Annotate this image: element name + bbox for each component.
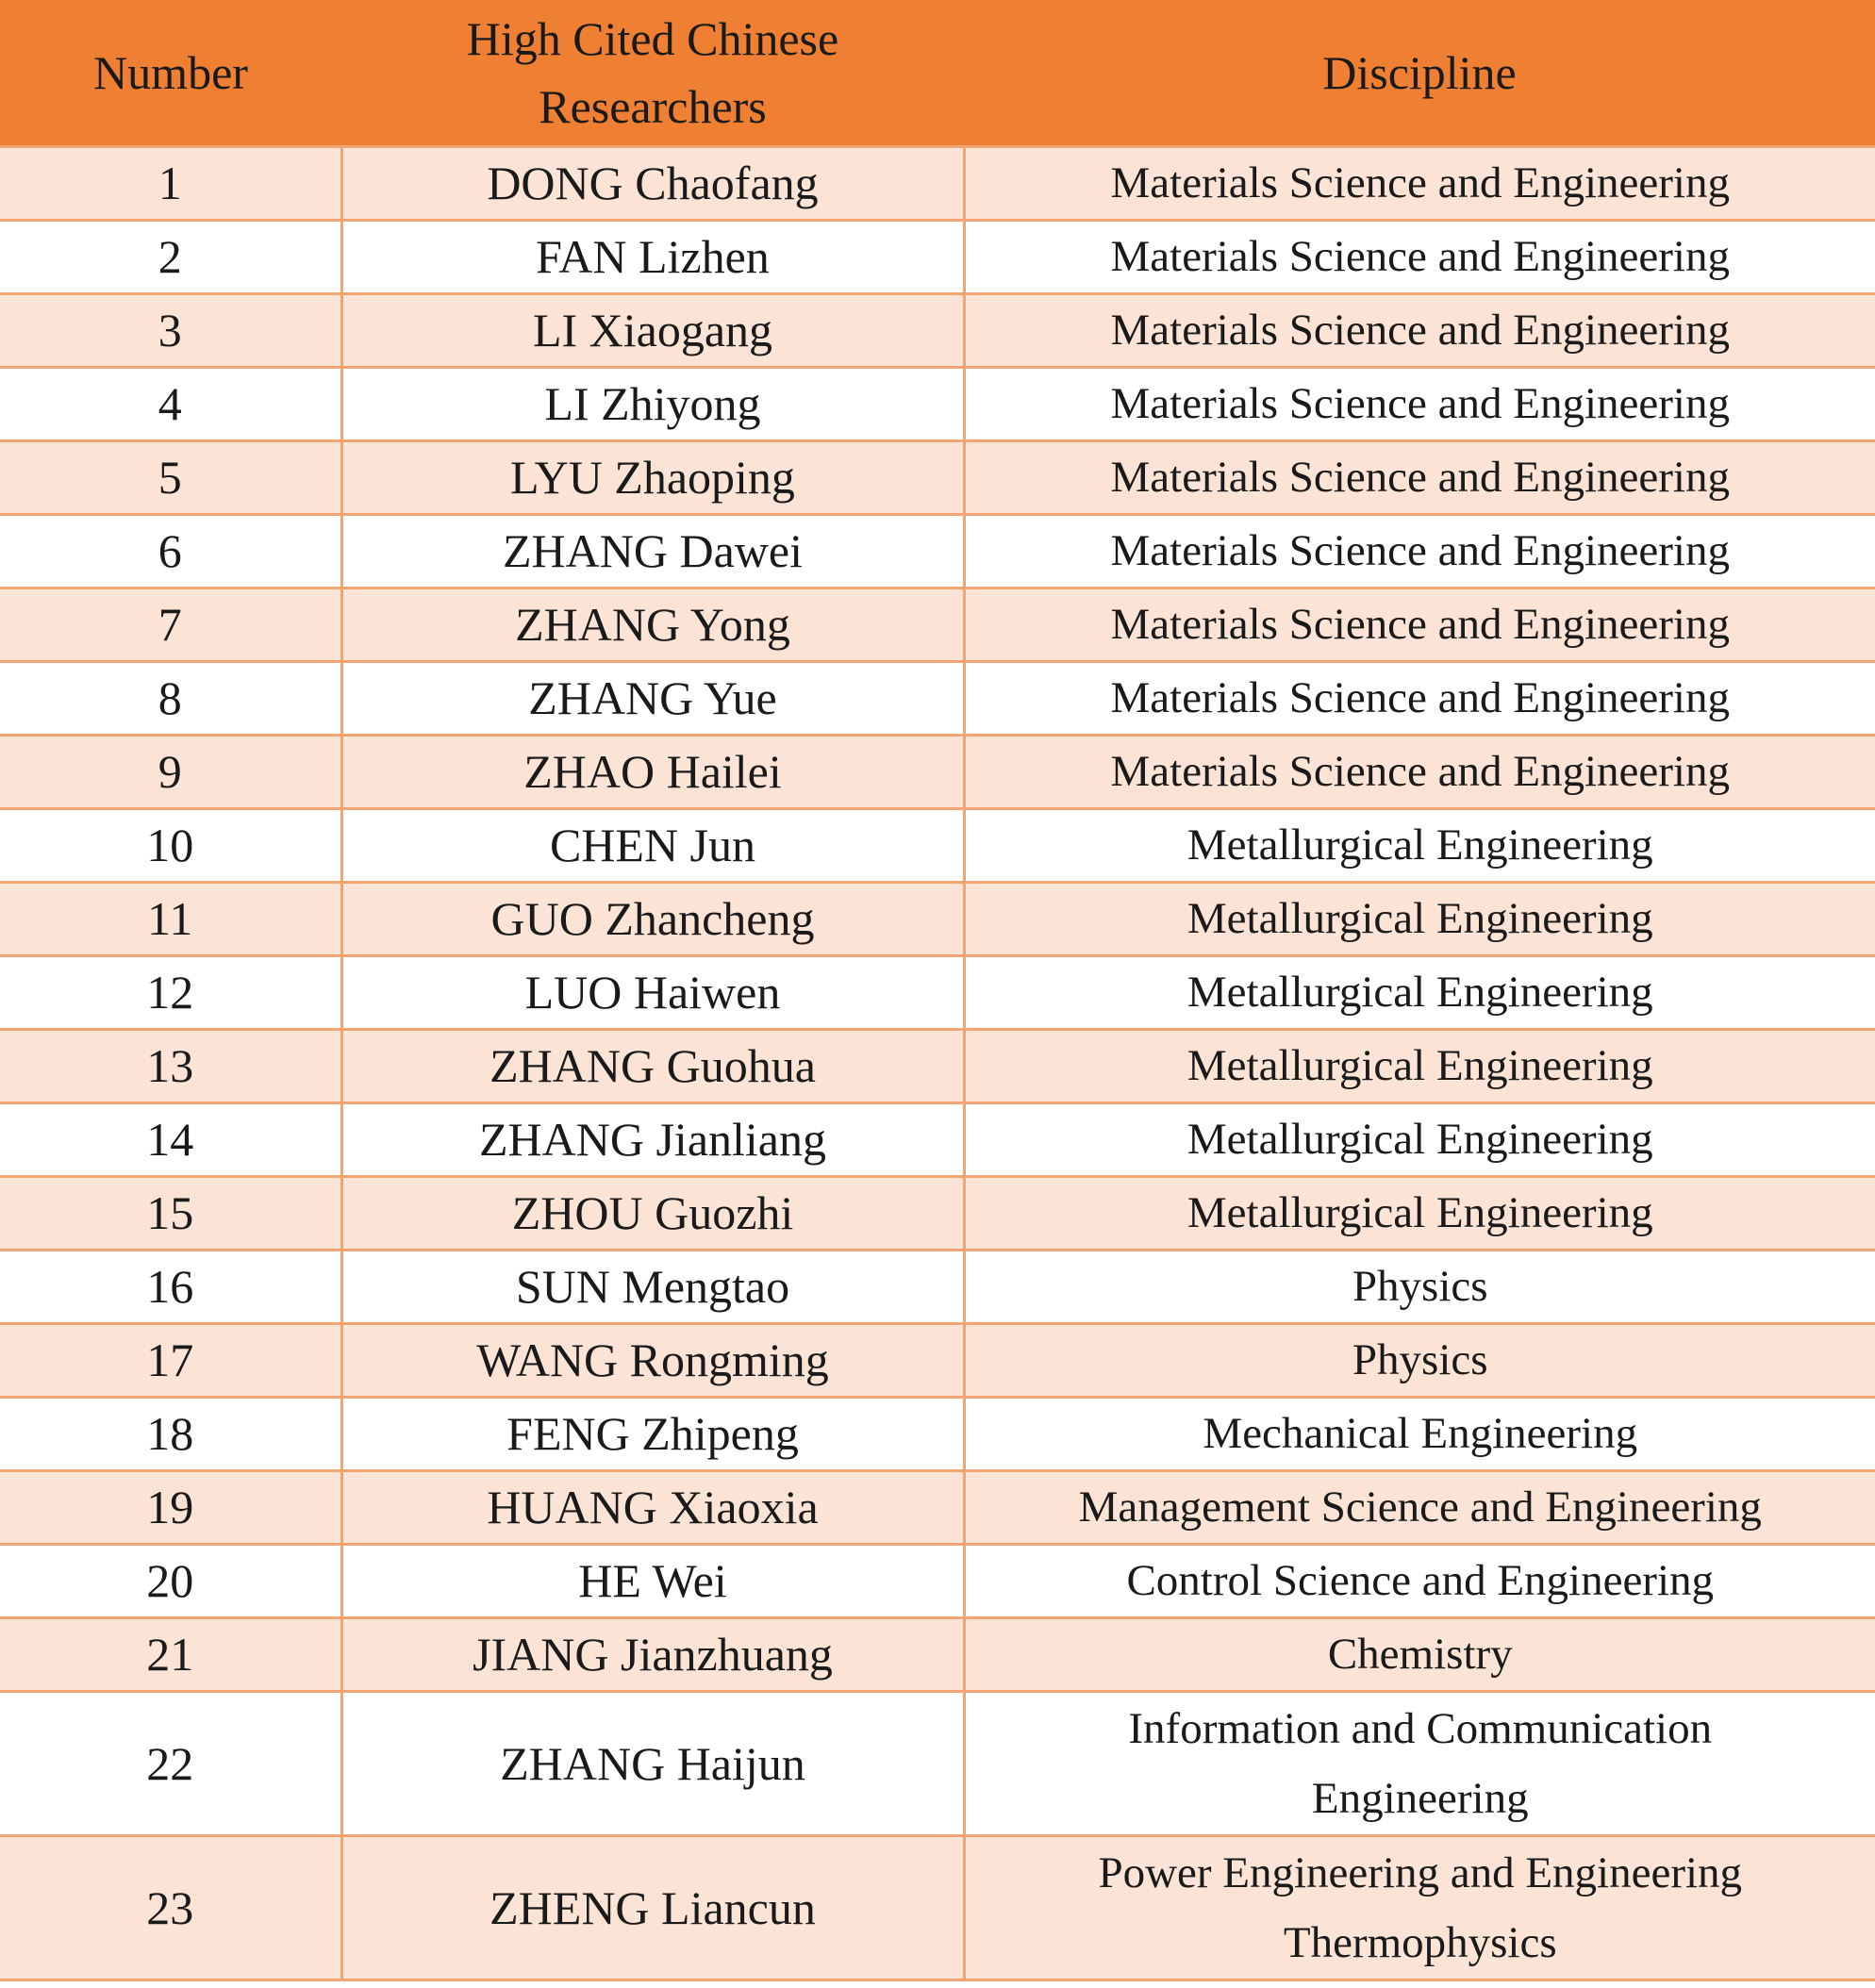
cell-discipline: Management Science and Engineering bbox=[964, 1471, 1875, 1545]
table-row bbox=[0, 147, 1875, 221]
header-number: Number bbox=[0, 0, 341, 147]
cell-discipline: Metallurgical Engineering bbox=[964, 956, 1875, 1030]
table-row bbox=[0, 515, 1875, 588]
table-row bbox=[0, 1618, 1875, 1692]
cell-researcher-name: LI Zhiyong bbox=[341, 368, 964, 441]
cell-discipline: Materials Science and Engineering bbox=[964, 588, 1875, 662]
cell-number: 7 bbox=[0, 588, 341, 662]
cell-researcher-name: LYU Zhaoping bbox=[341, 441, 964, 515]
cell-discipline: Metallurgical Engineering bbox=[964, 883, 1875, 956]
table-row bbox=[0, 1103, 1875, 1177]
cell-discipline: Metallurgical Engineering bbox=[964, 1177, 1875, 1251]
cell-number: 6 bbox=[0, 515, 341, 588]
cell-researcher-name: ZHANG Haijun bbox=[341, 1692, 964, 1836]
table-row bbox=[0, 1545, 1875, 1618]
table-row bbox=[0, 1324, 1875, 1398]
header-discipline: Discipline bbox=[964, 0, 1875, 147]
cell-researcher-name: ZHOU Guozhi bbox=[341, 1177, 964, 1251]
cell-researcher-name: HE Wei bbox=[341, 1545, 964, 1618]
table-row bbox=[0, 368, 1875, 441]
cell-number: 16 bbox=[0, 1251, 341, 1324]
table-row bbox=[0, 294, 1875, 368]
table-row bbox=[0, 1398, 1875, 1471]
table-header-row bbox=[0, 0, 1875, 147]
cell-researcher-name: ZHANG Jianliang bbox=[341, 1103, 964, 1177]
cell-number: 14 bbox=[0, 1103, 341, 1177]
cell-number: 11 bbox=[0, 883, 341, 956]
table-row bbox=[0, 662, 1875, 736]
table-row bbox=[0, 1030, 1875, 1103]
table-row bbox=[0, 1836, 1875, 1980]
header-researchers bbox=[341, 0, 964, 147]
cell-number: 4 bbox=[0, 368, 341, 441]
cell-number: 5 bbox=[0, 441, 341, 515]
cell-researcher-name: GUO Zhancheng bbox=[341, 883, 964, 956]
cell-researcher-name: HUANG Xiaoxia bbox=[341, 1471, 964, 1545]
cell-number: 10 bbox=[0, 809, 341, 883]
cell-researcher-name: ZHANG Guohua bbox=[341, 1030, 964, 1103]
cell-number: 15 bbox=[0, 1177, 341, 1251]
cell-discipline: Metallurgical Engineering bbox=[964, 809, 1875, 883]
cell-discipline: Materials Science and Engineering bbox=[964, 441, 1875, 515]
cell-discipline: Metallurgical Engineering bbox=[964, 1103, 1875, 1177]
cell-number: 3 bbox=[0, 294, 341, 368]
cell-researcher-name: JIANG Jianzhuang bbox=[341, 1618, 964, 1692]
cell-discipline: Materials Science and Engineering bbox=[964, 368, 1875, 441]
cell-number: 13 bbox=[0, 1030, 341, 1103]
cell-researcher-name: WANG Rongming bbox=[341, 1324, 964, 1398]
cell-number: 8 bbox=[0, 662, 341, 736]
cell-number: 22 bbox=[0, 1692, 341, 1836]
cell-number: 12 bbox=[0, 956, 341, 1030]
cell-discipline: Control Science and Engineering bbox=[964, 1545, 1875, 1618]
cell-discipline: Power Engineering and Engineering Thermophysics bbox=[964, 1836, 1875, 1980]
cell-discipline: Physics bbox=[964, 1251, 1875, 1324]
cell-number: 23 bbox=[0, 1836, 341, 1980]
table-row bbox=[0, 1692, 1875, 1836]
table-row bbox=[0, 809, 1875, 883]
header-researchers-label: High Cited Chinese Researchers bbox=[466, 12, 839, 133]
table-row bbox=[0, 1471, 1875, 1545]
cell-discipline: Metallurgical Engineering bbox=[964, 1030, 1875, 1103]
table-row bbox=[0, 736, 1875, 809]
cell-number: 21 bbox=[0, 1618, 341, 1692]
cell-discipline: Materials Science and Engineering bbox=[964, 662, 1875, 736]
cell-discipline: Materials Science and Engineering bbox=[964, 294, 1875, 368]
cell-discipline: Chemistry bbox=[964, 1618, 1875, 1692]
table-row bbox=[0, 1251, 1875, 1324]
cell-discipline: Mechanical Engineering bbox=[964, 1398, 1875, 1471]
cell-researcher-name: ZHANG Dawei bbox=[341, 515, 964, 588]
cell-researcher-name: FAN Lizhen bbox=[341, 221, 964, 294]
cell-number: 19 bbox=[0, 1471, 341, 1545]
cell-number: 9 bbox=[0, 736, 341, 809]
table-row bbox=[0, 1177, 1875, 1251]
cell-discipline: Materials Science and Engineering bbox=[964, 515, 1875, 588]
cell-number: 18 bbox=[0, 1398, 341, 1471]
cell-discipline: Physics bbox=[964, 1324, 1875, 1398]
cell-researcher-name: ZHAO Hailei bbox=[341, 736, 964, 809]
cell-researcher-name: FENG Zhipeng bbox=[341, 1398, 964, 1471]
table-row bbox=[0, 956, 1875, 1030]
table-row bbox=[0, 441, 1875, 515]
table-row bbox=[0, 883, 1875, 956]
cell-discipline: Materials Science and Engineering bbox=[964, 221, 1875, 294]
cell-number: 2 bbox=[0, 221, 341, 294]
cell-number: 20 bbox=[0, 1545, 341, 1618]
cell-researcher-name: ZHANG Yue bbox=[341, 662, 964, 736]
cell-researcher-name: DONG Chaofang bbox=[341, 147, 964, 221]
cell-discipline: Materials Science and Engineering bbox=[964, 736, 1875, 809]
cell-researcher-name: SUN Mengtao bbox=[341, 1251, 964, 1324]
table-row bbox=[0, 588, 1875, 662]
cell-discipline: Materials Science and Engineering bbox=[964, 147, 1875, 221]
cell-researcher-name: LUO Haiwen bbox=[341, 956, 964, 1030]
cell-number: 1 bbox=[0, 147, 341, 221]
cell-researcher-name: LI Xiaogang bbox=[341, 294, 964, 368]
cell-researcher-name: CHEN Jun bbox=[341, 809, 964, 883]
cell-number: 17 bbox=[0, 1324, 341, 1398]
cell-researcher-name: ZHANG Yong bbox=[341, 588, 964, 662]
table-row bbox=[0, 221, 1875, 294]
table-body bbox=[0, 147, 1875, 1980]
cell-discipline: Information and Communication Engineering bbox=[964, 1692, 1875, 1836]
cell-researcher-name: ZHENG Liancun bbox=[341, 1836, 964, 1980]
